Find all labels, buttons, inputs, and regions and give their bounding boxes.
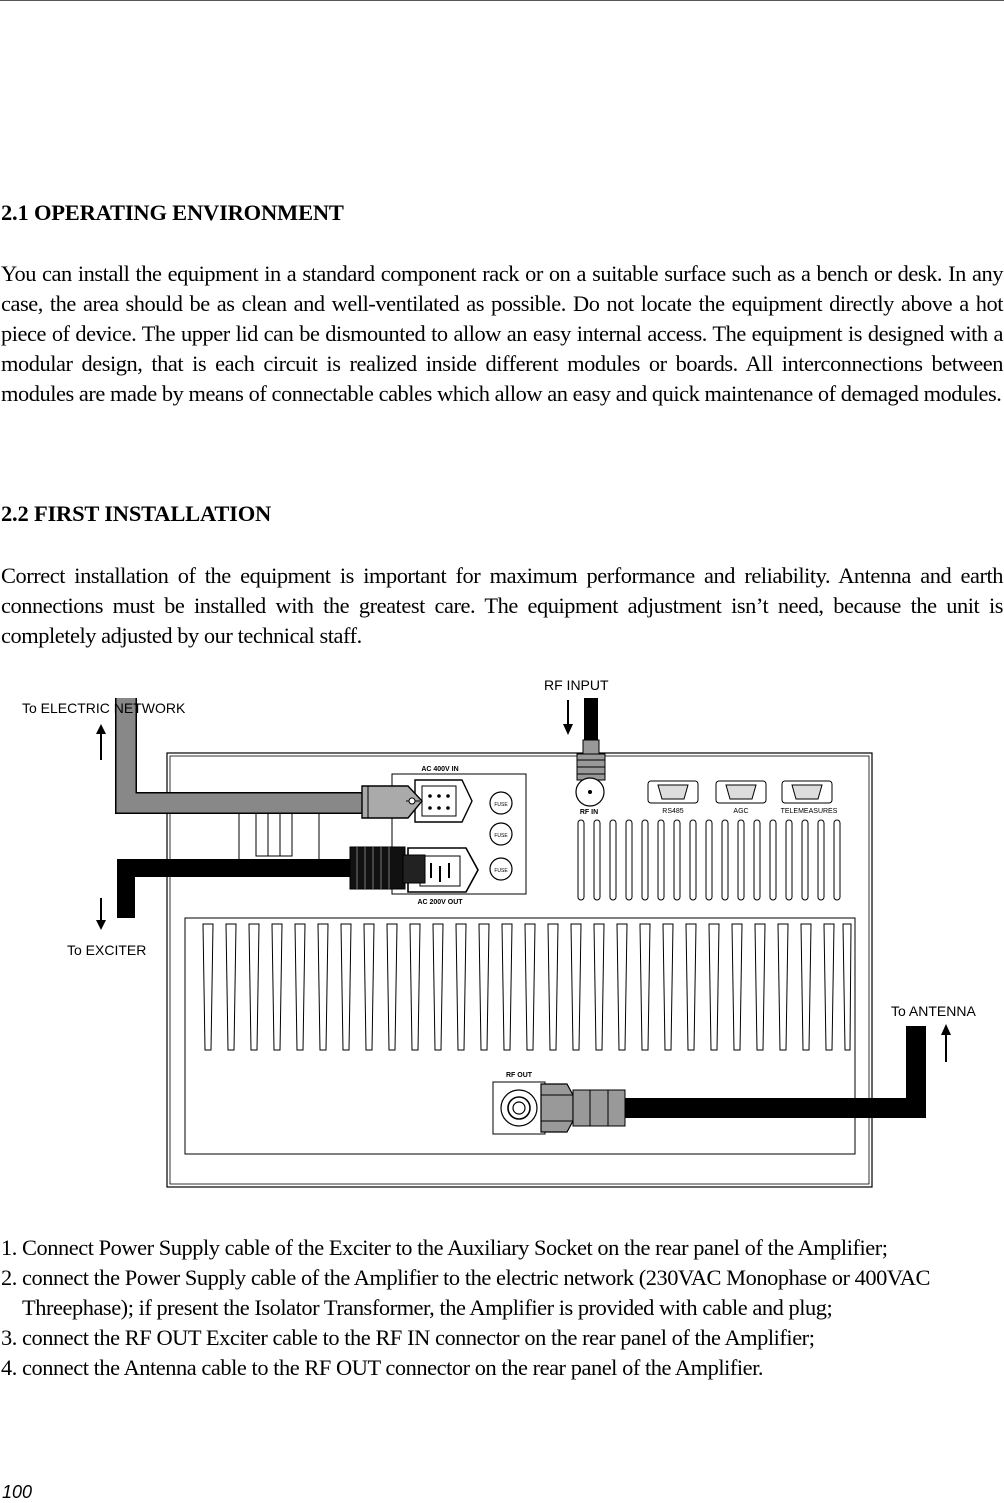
rs485-label: RS485 (662, 808, 684, 815)
ac-400v-in-label: AC 400V IN (421, 766, 459, 773)
rear-panel-connection-diagram (0, 660, 1004, 1205)
telemeasures-label: TELEMEASURES (780, 808, 838, 815)
arrow-up-icon (941, 1024, 951, 1062)
svg-text:FUSE: FUSE (494, 868, 508, 874)
arrow-down-icon (96, 898, 106, 930)
fuse-icon (490, 823, 512, 845)
to-electric-network-label: To ELECTRIC NETWORK (22, 700, 186, 716)
installation-steps (1, 1233, 1003, 1383)
section-body-operating-environment: You can install the equipment in a standard component rack or on a suitable surface such as a bench or desk. In any case, the area should be as clean and well-ventilated as possible. Do not locate the equipment directly above a hot piece of device. The upper lid can be dismounted to allow an easy internal access. The equipment is designed with a modular design, that is each circuit is realized inside different modules or boards. All interconnections between modules are made by means of connectable cables which allow an easy and quick maintenance of demaged modules. (1, 261, 1003, 406)
agc-label: AGC (733, 808, 749, 815)
rf-in-label: RF IN (579, 809, 599, 816)
svg-text:FUSE: FUSE (494, 833, 508, 839)
section-title-first-installation: 2.2 FIRST INSTALLATION (1, 501, 272, 526)
ac-socket-block (392, 766, 526, 906)
section-title-operating-environment: 2.1 OPERATING ENVIRONMENT (1, 200, 344, 225)
fuse-icon (490, 792, 512, 814)
rf-input-cable (577, 698, 605, 780)
list-item: 3. connect the RF OUT Exciter cable to the RF IN connector on the rear panel of the Amplifier; (1, 1325, 815, 1350)
arrow-down-icon (563, 700, 573, 735)
telemeasures-connector (781, 781, 838, 815)
rf-out-label: RF OUT (505, 1072, 533, 1079)
svg-text:FUSE: FUSE (494, 802, 508, 808)
list-item: 4. connect the Antenna cable to the RF OUT connector on the rear panel of the Amplifier. (1, 1355, 764, 1380)
list-item: 2. connect the Power Supply cable of the Amplifier to the electric network (230VAC Monophase or 400VAC Threephase); if present the Isolator Transformer, the Amplifier is provided with cable and plug; (1, 1265, 930, 1320)
rf-input-label: RF INPUT (544, 677, 609, 693)
list-item: 1. Connect Power Supply cable of the Exciter to the Auxiliary Socket on the rear panel of the Amplifier; (1, 1235, 888, 1260)
to-exciter-label: To EXCITER (67, 942, 147, 958)
arrow-up-icon (96, 724, 106, 760)
fuse-icon (490, 858, 512, 880)
to-antenna-label: To ANTENNA (891, 1003, 976, 1019)
top-rule (0, 0, 1004, 1)
page-number: 100 (2, 1482, 33, 1502)
section-body-first-installation: Correct installation of the equipment is important for maximum performance and reliability. Antenna and earth connections must be installed with the greatest care. The equipment adjustment isn’t need, because the unit is completely adjusted by our technical staff. (1, 563, 1003, 648)
ac-200v-out-label: AC 200V OUT (417, 899, 463, 906)
